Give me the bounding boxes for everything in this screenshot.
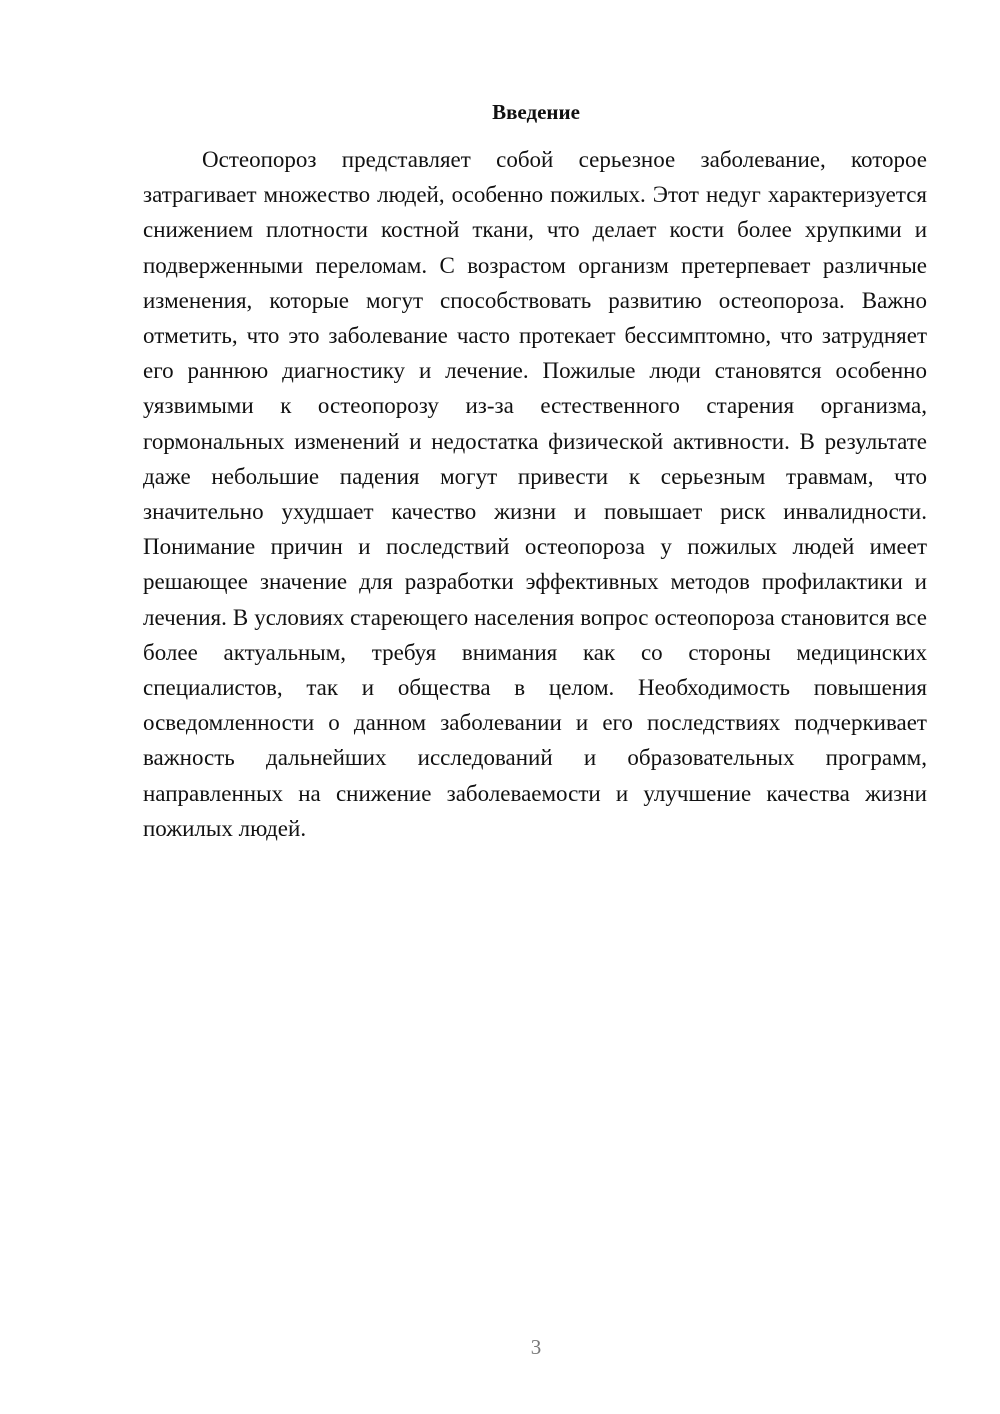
section-heading: Введение [492,100,580,124]
page-number: 3 [530,1335,542,1359]
body-paragraph: Остеопороз представляет собой серьезное заболевание, которое затрагивает множество людей, особенно пожилых. Этот недуг характеризуется снижением плотности костной ткани, что делает кости более хрупкими и подверженными переломам. С возрастом организм претерпевает различные изменения, которые могут способствовать развитию остеопороза. Важно отметить, что это заболевание часто протекает бессимптомно, что затрудняет его раннюю диагностику и лечение. Пожилые люди становятся особенно уязвимыми к остеопорозу из-за естественного старения организма, гормональных изменений и недостатка физической активности. В результате даже небольшие падения могут привести к серьезным травмам, что значительно ухудшает качество жизни и повышает риск инвалидности. Понимание причин и последствий остеопороза у пожилых людей имеет решающее значение для разработки эффективных методов профилактики и лечения. В условиях стареющего населения вопрос остеопороза становится все более актуальным, требуя внимания как со стороны медицинских специалистов, так и общества в целом. Необходимость повышения осведомленности о данном заболевании и его последствиях подчеркивает важность дальнейших исследований и образовательных программ, направленных на снижение заболеваемости и улучшение качества жизни пожилых людей. [143,147,927,841]
